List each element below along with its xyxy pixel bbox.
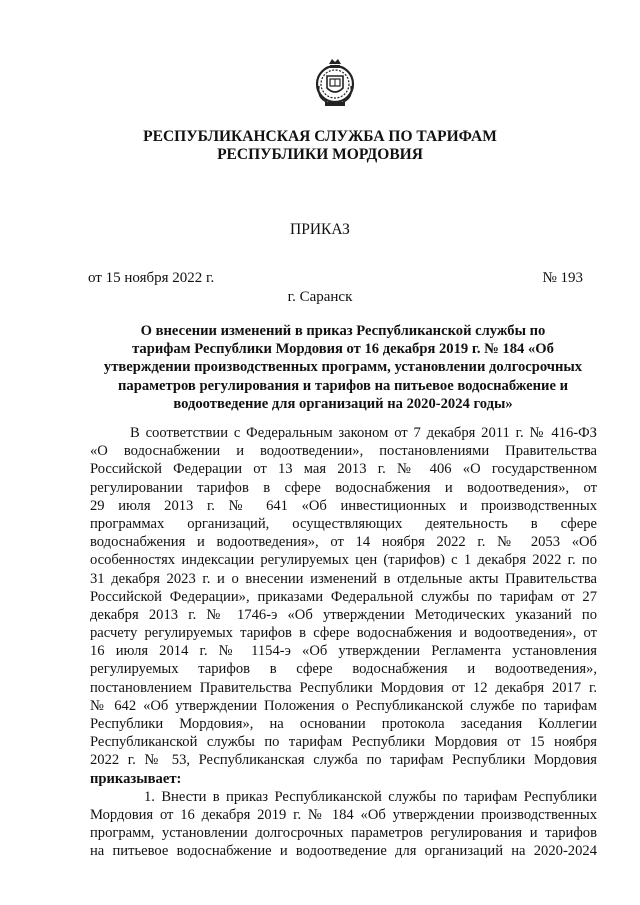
item-line: Мордовия от 16 декабря 2019 г. № 184 «Об утверждении производственных [90, 806, 597, 823]
item-line: программ, установлении долгосрочных параметров регулирования и тарифов [90, 825, 597, 842]
title-line: тарифам Республики Мордовия от 16 декабря 2019 г. № 184 «Об [132, 341, 554, 358]
body-line: 16 июля 2014 г. № 1154-э «Об утверждении Регламента установления [90, 643, 597, 660]
body-line: расчету регулируемых тарифов в сфере водоснабжения и водоотведения», от [90, 625, 597, 642]
body-line: Республиканской службы по тарифам Республики Мордовия от 15 ноября [90, 734, 597, 751]
body-line: № 642 «Об утверждении Положения о Республиканской службе по тарифам [90, 697, 597, 714]
org-name-line2: РЕСПУБЛИКИ МОРДОВИЯ [217, 146, 423, 163]
body-line: В соответствии с Федеральным законом от 7 декабря 2011 г. № 416-ФЗ [130, 425, 597, 441]
body-line: регулировании тарифов в сфере водоснабжения и водоотведения», от [90, 479, 597, 496]
title-line: утверждении производственных программ, установлении долгосрочных [103, 359, 583, 376]
body-line: Республики Мордовия», на основании протокола заседания Коллегии [90, 716, 597, 732]
order-city: г. Саранск [287, 289, 353, 305]
title-line: параметров регулирования и тарифов на питьевое водоснабжение и [118, 377, 568, 394]
body-line: 29 июля 2013 г. № 641 «Об инвестиционных и производственных [90, 497, 597, 514]
body-line: постановлением Правительства Республики Мордовия от 12 декабря 2017 г. [90, 679, 597, 696]
title-line: водоотведение для организаций на 2020-2024 годы» [173, 395, 513, 412]
body-line: особенностях индексации регулируемых цен (тарифов) с 1 декабря 2022 г. по [90, 552, 597, 569]
body-line: Российской Федерации», приказами Федеральной службы по тарифам от 27 [90, 588, 597, 605]
coat-of-arms-icon [313, 56, 357, 110]
body-line: водоснабжения и водоотведения», от 14 ноября 2022 г. № 2053 «Об [90, 534, 597, 551]
body-line: регулируемых тарифов в сфере водоснабжения и водоотведения», [90, 661, 597, 678]
item-line: 1. Внести в приказ Республиканской службы по тарифам Республики [144, 788, 597, 805]
item-line: на питьевое водоснабжение и водоотведение для организаций на 2020-2024 [90, 843, 597, 860]
order-number: № 193 [542, 270, 583, 286]
order-directive: приказывает: [90, 770, 182, 787]
body-line: 2022 г. № 53, Республиканская служба по тарифам Республики Мордовия [90, 752, 597, 769]
order-body [90, 424, 597, 861]
body-line: декабря 2013 г. № 1746-э «Об утверждении Методических указаний по [90, 606, 597, 623]
title-line: О внесении изменений в приказ Республиканской службы по [140, 323, 546, 339]
body-line: 31 декабря 2023 г. и о внесении изменений в отдельные акты Правительства [90, 570, 597, 587]
body-line: «О водоснабжении и водоотведении», постановлениями Правительства [90, 443, 597, 460]
org-name-line1: РЕСПУБЛИКАНСКАЯ СЛУЖБА ПО ТАРИФАМ [143, 128, 497, 145]
order-title [88, 322, 598, 413]
body-line: программах организаций, осуществляющих деятельность в сфере [90, 515, 597, 532]
document-type: ПРИКАЗ [290, 221, 350, 238]
body-line: Российской Федерации от 13 мая 2013 г. № 406 «О государственном [90, 461, 597, 478]
order-date: от 15 ноября 2022 г. [88, 270, 215, 286]
